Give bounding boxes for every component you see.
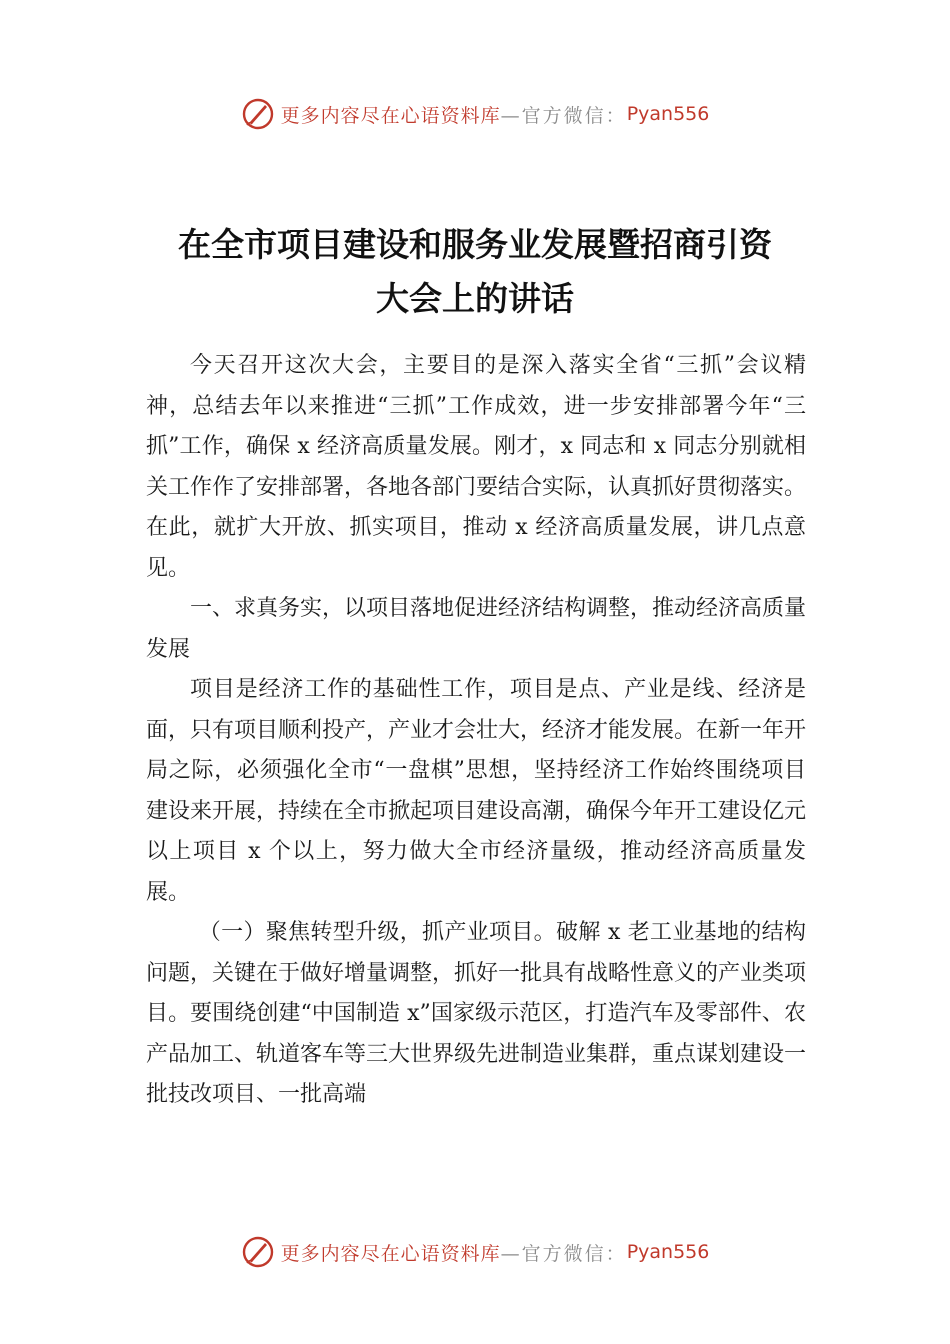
subsection-1: （一）聚焦转型升级，抓产业项目。破解 x 老工业基地的结构问题，关键在于做好增量调整，抓好一批具有战略性意义的产业类项目。要围绕创建“中国制造 x”国家级示范区，打造汽车及零部件、农产品加工、轨道客车等三大世界级先进制造业集群，重点谋划建设一批技改项目、一批高端 <box>146 920 807 1107</box>
footer-banner <box>0 1232 950 1272</box>
quill-pen-logo-icon <box>241 1235 275 1269</box>
banner-wechat-id: Pyan556 <box>626 103 710 125</box>
document-body <box>146 346 806 1116</box>
banner-wechat-id: Pyan556 <box>626 1241 710 1263</box>
paragraph-intro: 今天召开这次大会，主要目的是深入落实全省“三抓”会议精神，总结去年以来推进“三抓”工作成效，进一步安排部署今年“三抓”工作，确保 x 经济高质量发展。刚才，x 同志和 x 同志分别就相关工作作了安排部署，各地各部门要结合实际，认真抓好贯彻落实。在此，就扩大开放、抓实项目，推动 x 经济高质量发展，讲几点意见。 <box>146 353 807 581</box>
banner-text: 更多内容尽在心语资料库 <box>280 104 501 127</box>
quill-pen-logo-icon <box>241 97 275 131</box>
document-title <box>140 218 810 326</box>
banner-separator: —官方微信： <box>500 104 627 127</box>
title-line-2: 大会上的讲话 <box>376 279 574 318</box>
paragraph-projects: 项目是经济工作的基础性工作，项目是点、产业是线、经济是面，只有项目顺利投产，产业才会壮大，经济才能发展。在新一年开局之际，必须强化全市“一盘棋”思想，坚持经济工作始终围绕项目建设来开展，持续在全市掀起项目建设高潮，确保今年开工建设亿元以上项目 x 个以上，努力做大全市经济量级，推动经济高质量发展。 <box>146 677 807 905</box>
banner-separator: —官方微信： <box>500 1242 627 1265</box>
banner-text: 更多内容尽在心语资料库 <box>280 1242 501 1265</box>
title-line-1: 在全市项目建设和服务业发展暨招商引资 <box>178 225 772 264</box>
section-heading-1: 一、求真务实，以项目落地促进经济结构调整，推动经济高质量发展 <box>146 596 807 662</box>
header-banner <box>0 94 950 134</box>
